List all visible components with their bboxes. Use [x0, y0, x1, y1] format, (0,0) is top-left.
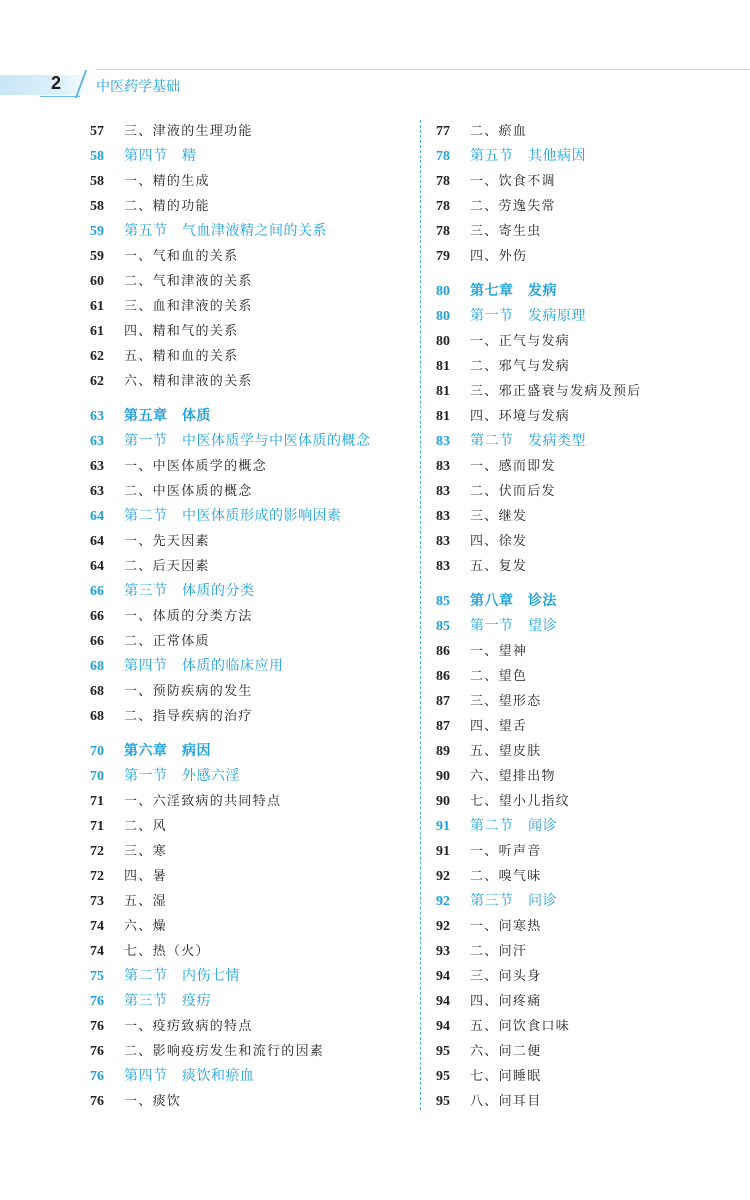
toc-page-number: 58 [90, 199, 104, 214]
toc-page-number: 81 [436, 384, 450, 399]
toc-page-number: 94 [436, 994, 450, 1009]
toc-page-number: 76 [90, 1094, 104, 1109]
toc-entry-title: 第四节 精 [124, 148, 197, 164]
toc-page-number: 63 [90, 484, 104, 499]
toc-section [90, 144, 410, 169]
toc-page-number: 70 [90, 769, 104, 784]
toc-page-number: 61 [90, 324, 104, 339]
toc-item [436, 989, 750, 1014]
toc-page-number: 76 [90, 994, 104, 1009]
toc-page-number: 91 [436, 844, 450, 859]
toc-page-number: 76 [90, 1069, 104, 1084]
toc-section [90, 989, 410, 1014]
toc-entry-title: 二、中医体质的概念 [124, 484, 253, 499]
toc-page-number: 85 [436, 594, 450, 609]
toc-item [436, 379, 750, 404]
toc-entry-title: 第四节 体质的临床应用 [124, 658, 284, 674]
toc-page-number: 58 [90, 174, 104, 189]
toc-item [90, 554, 410, 579]
toc-section [90, 429, 410, 454]
toc-item [436, 119, 750, 144]
toc-section [90, 579, 410, 604]
toc-page-number: 78 [436, 149, 450, 164]
toc-right-column [436, 119, 750, 1114]
toc-entry-title: 第五章 体质 [124, 408, 211, 424]
toc-item [436, 529, 750, 554]
toc-entry-title: 第二节 发病类型 [470, 433, 586, 449]
toc-entry-title: 三、寒 [124, 844, 167, 859]
toc-page-number: 90 [436, 794, 450, 809]
toc-item [90, 704, 410, 729]
toc-page-number: 75 [90, 969, 104, 984]
toc-page-number: 64 [90, 509, 104, 524]
toc-entry-title: 三、问头身 [470, 969, 542, 984]
page-number: 2 [51, 73, 62, 93]
toc-entry-title: 四、外伤 [470, 249, 528, 264]
toc-section [90, 1064, 410, 1089]
toc-page-number: 91 [436, 819, 450, 834]
toc-entry-title: 第七章 发病 [470, 283, 557, 299]
toc-page-number: 63 [90, 459, 104, 474]
toc-page-number: 59 [90, 224, 104, 239]
toc-page-number: 71 [90, 794, 104, 809]
toc-entry-title: 二、嗅气味 [470, 869, 542, 884]
toc-entry-title: 一、疫疠致病的特点 [124, 1019, 253, 1034]
toc-entry-title: 一、先天因素 [124, 534, 210, 549]
toc-page-number: 87 [436, 694, 450, 709]
toc-item [436, 1089, 750, 1114]
toc-entry-title: 二、气和津液的关系 [124, 274, 253, 289]
toc-item [90, 244, 410, 269]
toc-item [436, 504, 750, 529]
toc-entry-title: 五、复发 [470, 559, 528, 574]
toc-entry-title: 二、风 [124, 819, 167, 834]
toc-entry-title: 一、望神 [470, 644, 528, 659]
toc-page-number: 95 [436, 1069, 450, 1084]
toc-page-number: 90 [436, 769, 450, 784]
toc-entry-title: 第五节 气血津液精之间的关系 [124, 223, 327, 239]
toc-page-number: 68 [90, 659, 104, 674]
toc-page-number: 68 [90, 684, 104, 699]
toc-item [436, 1064, 750, 1089]
toc-entry-title: 七、热（火） [124, 944, 210, 959]
toc-entry-title: 二、精的功能 [124, 199, 210, 214]
toc-item [90, 864, 410, 889]
toc-entry-title: 三、津液的生理功能 [124, 124, 253, 139]
toc-page-number: 85 [436, 619, 450, 634]
toc-entry-title: 八、问耳目 [470, 1094, 542, 1109]
toc-item [90, 1089, 410, 1114]
toc-item [90, 679, 410, 704]
toc-entry-title: 一、感而即发 [470, 459, 556, 474]
toc-item [436, 354, 750, 379]
toc-page-number: 92 [436, 869, 450, 884]
toc-item [436, 939, 750, 964]
toc-page-number: 87 [436, 719, 450, 734]
toc-item [436, 1014, 750, 1039]
toc-item [90, 454, 410, 479]
toc-page-number: 79 [436, 249, 450, 264]
toc-item [90, 369, 410, 394]
toc-page-number: 71 [90, 819, 104, 834]
toc-item [90, 604, 410, 629]
toc-page-number: 62 [90, 349, 104, 364]
toc-entry-title: 一、痰饮 [124, 1094, 182, 1109]
toc-entry-title: 四、暑 [124, 869, 167, 884]
toc-page-number: 59 [90, 249, 104, 264]
toc-page-number: 76 [90, 1044, 104, 1059]
toc-item [90, 1014, 410, 1039]
toc-section [436, 614, 750, 639]
toc-page-number: 83 [436, 509, 450, 524]
toc-entry-title: 四、望舌 [470, 719, 528, 734]
toc-page-number: 64 [90, 534, 104, 549]
toc-item [436, 329, 750, 354]
toc-item [90, 889, 410, 914]
toc-entry-title: 二、指导疾病的治疗 [124, 709, 253, 724]
toc-entry-title: 第三节 体质的分类 [124, 583, 255, 599]
toc-page-number: 64 [90, 559, 104, 574]
toc-page-number: 76 [90, 1019, 104, 1034]
toc-item [436, 454, 750, 479]
toc-page-number: 77 [436, 124, 450, 139]
toc-item [436, 404, 750, 429]
toc-left-column [90, 119, 410, 1114]
toc-entry-title: 第二节 闻诊 [470, 818, 557, 834]
toc-entry-title: 三、寄生虫 [470, 224, 542, 239]
toc-item [436, 479, 750, 504]
toc-item [90, 269, 410, 294]
toc-page-number: 80 [436, 334, 450, 349]
toc-chapter [90, 404, 410, 429]
toc-item [90, 1039, 410, 1064]
toc-entry-title: 第五节 其他病因 [470, 148, 586, 164]
toc-page-number: 68 [90, 709, 104, 724]
toc-entry-title: 一、正气与发病 [470, 334, 571, 349]
toc-item [90, 319, 410, 344]
toc-item [436, 219, 750, 244]
toc-entry-title: 二、正常体质 [124, 634, 210, 649]
toc-page-number: 57 [90, 124, 104, 139]
toc-item [90, 194, 410, 219]
toc-section [436, 814, 750, 839]
toc-entry-title: 六、精和津液的关系 [124, 374, 253, 389]
toc-page-number: 83 [436, 484, 450, 499]
toc-item [436, 714, 750, 739]
toc-entry-title: 二、邪气与发病 [470, 359, 571, 374]
toc-entry-title: 一、精的生成 [124, 174, 210, 189]
toc-item [436, 839, 750, 864]
toc-entry-title: 第三节 疫疠 [124, 993, 211, 1009]
toc-entry-title: 四、徐发 [470, 534, 528, 549]
toc-section [436, 889, 750, 914]
toc-entry-title: 三、望形态 [470, 694, 542, 709]
toc-page-number: 66 [90, 609, 104, 624]
toc-page-number: 93 [436, 944, 450, 959]
toc-page-number: 61 [90, 299, 104, 314]
toc-page-number: 92 [436, 894, 450, 909]
toc-page-number: 80 [436, 284, 450, 299]
toc-chapter [436, 279, 750, 304]
toc-entry-title: 二、后天因素 [124, 559, 210, 574]
toc-entry-title: 五、精和血的关系 [124, 349, 239, 364]
toc-entry-title: 一、体质的分类方法 [124, 609, 253, 624]
toc-page-number: 78 [436, 174, 450, 189]
toc-item [436, 169, 750, 194]
toc-entry-title: 三、邪正盛衰与发病及预后 [470, 384, 642, 399]
toc-section [90, 964, 410, 989]
toc-entry-title: 一、饮食不调 [470, 174, 556, 189]
toc-entry-title: 第一节 发病原理 [470, 308, 586, 324]
toc-item [90, 294, 410, 319]
toc-section [436, 429, 750, 454]
toc-page-number: 95 [436, 1094, 450, 1109]
toc-entry-title: 三、继发 [470, 509, 528, 524]
toc-entry-title: 四、环境与发病 [470, 409, 571, 424]
column-divider [420, 120, 421, 1110]
toc-entry-title: 六、燥 [124, 919, 167, 934]
toc-entry-title: 第二节 内伤七情 [124, 968, 240, 984]
toc-item [436, 964, 750, 989]
toc-page-number: 83 [436, 559, 450, 574]
toc-item [436, 864, 750, 889]
toc-page-number: 63 [90, 434, 104, 449]
toc-section [90, 654, 410, 679]
toc-chapter [436, 589, 750, 614]
toc-item [436, 914, 750, 939]
toc-entry-title: 一、预防疾病的发生 [124, 684, 253, 699]
toc-page-number: 60 [90, 274, 104, 289]
toc-page-number: 66 [90, 584, 104, 599]
toc-page-number: 72 [90, 844, 104, 859]
toc-page-number: 78 [436, 199, 450, 214]
toc-entry-title: 第一节 望诊 [470, 618, 557, 634]
toc-page-number: 86 [436, 644, 450, 659]
toc-entry-title: 二、问汗 [470, 944, 528, 959]
toc-item [436, 664, 750, 689]
toc-entry-title: 四、精和气的关系 [124, 324, 239, 339]
toc-page-number: 66 [90, 634, 104, 649]
toc-entry-title: 二、劳逸失常 [470, 199, 556, 214]
toc-item [436, 244, 750, 269]
toc-page-number: 58 [90, 149, 104, 164]
toc-item [436, 689, 750, 714]
toc-entry-title: 第四节 痰饮和瘀血 [124, 1068, 255, 1084]
toc-entry-title: 二、瘀血 [470, 124, 528, 139]
header-rule [96, 69, 750, 70]
toc-item [436, 1039, 750, 1064]
toc-page-number: 81 [436, 409, 450, 424]
toc-entry-title: 一、气和血的关系 [124, 249, 239, 264]
toc-page-number: 92 [436, 919, 450, 934]
toc-page-number: 83 [436, 459, 450, 474]
toc-section [436, 144, 750, 169]
toc-page-number: 63 [90, 409, 104, 424]
toc-item [436, 789, 750, 814]
toc-page-number: 89 [436, 744, 450, 759]
toc-entry-title: 七、问睡眠 [470, 1069, 542, 1084]
toc-page-number: 78 [436, 224, 450, 239]
toc-page-number: 74 [90, 919, 104, 934]
toc-entry-title: 一、中医体质学的概念 [124, 459, 268, 474]
toc-page-number: 80 [436, 309, 450, 324]
toc-page-number: 83 [436, 434, 450, 449]
toc-item [90, 119, 410, 144]
toc-entry-title: 五、问饮食口味 [470, 1019, 571, 1034]
toc-entry-title: 五、湿 [124, 894, 167, 909]
toc-item [90, 629, 410, 654]
toc-item [90, 169, 410, 194]
toc-entry-title: 五、望皮肤 [470, 744, 542, 759]
toc-entry-title: 第二节 中医体质形成的影响因素 [124, 508, 342, 524]
toc-page-number: 74 [90, 944, 104, 959]
page-number-underline [40, 96, 80, 97]
toc-entry-title: 七、望小儿指纹 [470, 794, 571, 809]
toc-item [90, 814, 410, 839]
toc-section [90, 504, 410, 529]
toc-item [90, 529, 410, 554]
toc-item [436, 739, 750, 764]
toc-item [436, 639, 750, 664]
toc-page-number: 94 [436, 969, 450, 984]
toc-entry-title: 一、问寒热 [470, 919, 542, 934]
toc-entry-title: 二、影响疫疠发生和流行的因素 [124, 1044, 325, 1059]
toc-entry-title: 第一节 外感六淫 [124, 768, 240, 784]
toc-item [90, 839, 410, 864]
toc-page-number: 94 [436, 1019, 450, 1034]
toc-entry-title: 第三节 问诊 [470, 893, 557, 909]
toc-section [436, 304, 750, 329]
toc-item [90, 789, 410, 814]
toc-entry-title: 六、问二便 [470, 1044, 542, 1059]
toc-section [90, 219, 410, 244]
toc-page-number: 86 [436, 669, 450, 684]
toc-page-number: 70 [90, 744, 104, 759]
toc-entry-title: 第六章 病因 [124, 743, 211, 759]
toc-page-number: 73 [90, 894, 104, 909]
toc-page-number: 81 [436, 359, 450, 374]
toc-entry-title: 四、问疼痛 [470, 994, 542, 1009]
toc-item [90, 479, 410, 504]
toc-entry-title: 一、听声音 [470, 844, 542, 859]
toc-entry-title: 二、伏而后发 [470, 484, 556, 499]
toc-page-number: 72 [90, 869, 104, 884]
toc-item [436, 194, 750, 219]
toc-item [90, 939, 410, 964]
toc-entry-title: 第一节 中医体质学与中医体质的概念 [124, 433, 371, 449]
toc-entry-title: 六、望排出物 [470, 769, 556, 784]
toc-entry-title: 一、六淫致病的共同特点 [124, 794, 282, 809]
toc-item [436, 554, 750, 579]
toc-entry-title: 二、望色 [470, 669, 528, 684]
toc-page-number: 62 [90, 374, 104, 389]
toc-section [90, 764, 410, 789]
toc-page-number: 83 [436, 534, 450, 549]
toc-item [436, 764, 750, 789]
toc-entry-title: 三、血和津液的关系 [124, 299, 253, 314]
page-header [0, 0, 750, 110]
toc-page-number: 95 [436, 1044, 450, 1059]
toc-entry-title: 第八章 诊法 [470, 593, 557, 609]
toc-item [90, 344, 410, 369]
toc-item [90, 914, 410, 939]
book-title: 中医药学基础 [96, 79, 180, 95]
toc-chapter [90, 739, 410, 764]
